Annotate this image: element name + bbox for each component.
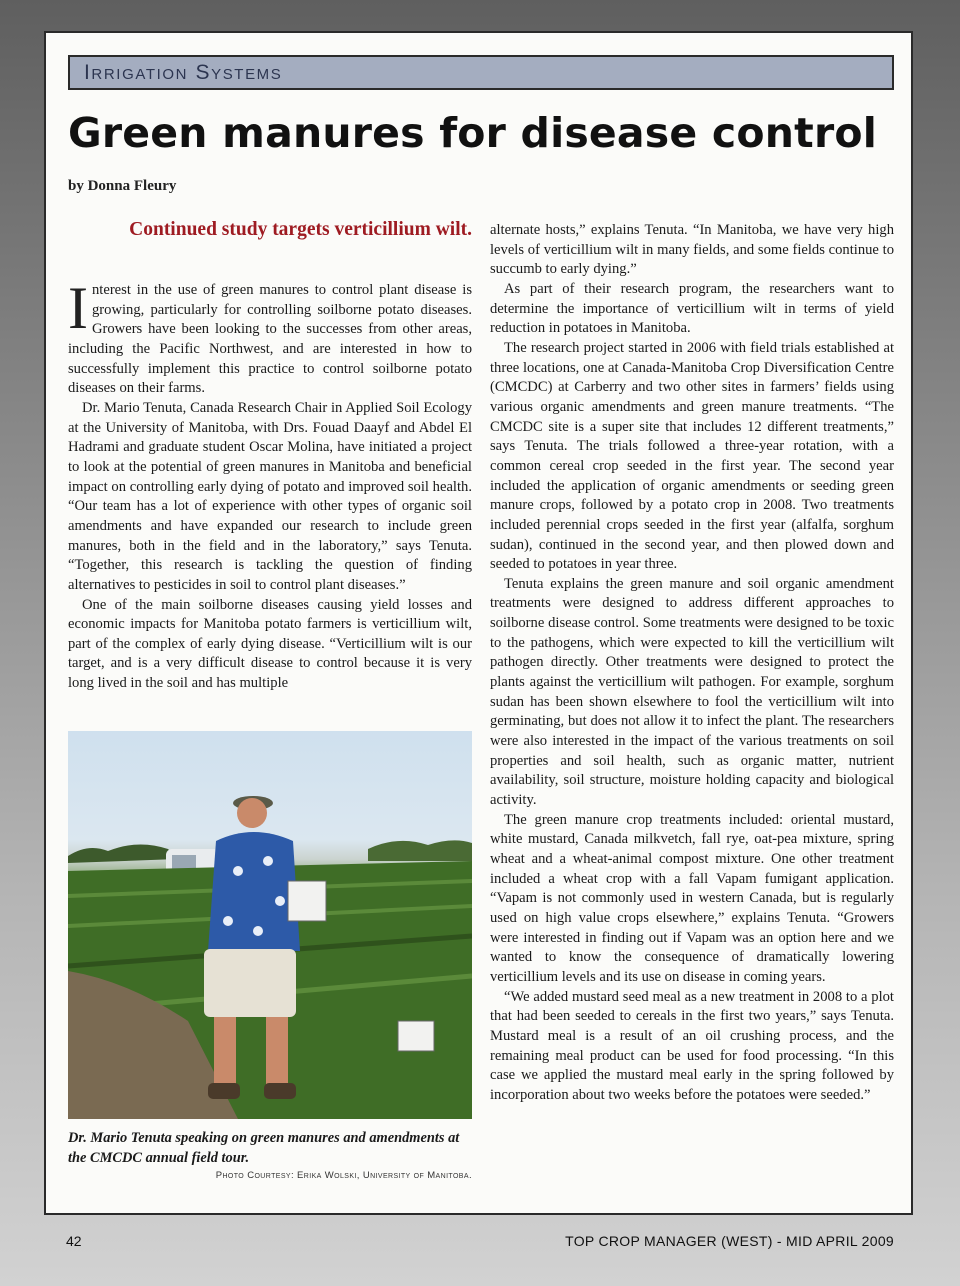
- paragraph: One of the main soilborne diseases causing yield losses and economic impacts for Manitoba potato farmers is verticillium wilt, part of the complex of early dying disease. “Verticillium wilt is our target, and is a very difficult disease to control because it is very long lived in the soil and has multiple: [68, 596, 472, 692]
- paragraph-text: nterest in the use of green manures to control plant disease is growing, particularly for controlling soilborne potato diseases. Growers have been looking to the successes from other areas, including the Pacific Northwest, and are interested in how to successfully implement this practice to control soilborne potato diseases on their farms.: [68, 282, 472, 397]
- paragraph: [68, 275, 472, 399]
- section-banner: [68, 55, 894, 90]
- magazine-page: [44, 31, 913, 1215]
- article-deck: Continued study targets verticillium wilt.: [129, 219, 472, 240]
- field-tour-photo: [68, 731, 472, 1119]
- photo-credit: Photo Courtesy: Erika Wolski, University of Manitoba.: [215, 1170, 472, 1181]
- drop-cap: I: [68, 275, 88, 341]
- paragraph: The research project started in 2006 with field trials established at three locations, one at Canada-Manitoba Crop Diversification Centre (CMCDC) at Carberry and two other sites in farmers’ fields using various organic amendments and green manure treatments. “The CMCDC site is a super site that includes 12 different treatments,” says Tenuta. The trials followed a three-year rotation, with a common cereal crop seeded in the first year. The second year included the application of organic amendments or seeding green manure crops, followed by a potato crop in 2008. Two treatments included perennial crops seeded in the first year (alfalfa, sorghum sudan), continued in the second year, and then plowed down and seeded to potatoes in year three.: [490, 339, 894, 573]
- paragraph: The green manure crop treatments included: oriental mustard, white mustard, Canada milkvetch, fall rye, oat-pea mixture, spring wheat and a wheat-animal compost mixture. One other treatment included a wheat crop with a fall Vapam fumigant application. “Vapam is not commonly used in western Canada, but is regularly used on high value crops elsewhere,” explains Tenuta. “Growers were interested in finding out if Vapam was an option here and we wanted to know the consequence of dramatically lowering verticillium levels and its use on disease in coming years.: [490, 811, 894, 985]
- paragraph: Dr. Mario Tenuta, Canada Research Chair in Applied Soil Ecology at the University of Manitoba, with Drs. Fouad Daayf and Abdel El Hadrami and graduate student Oscar Molina, have initiated a project to look at the potential of green manures in Manitoba and beneficial impact on controlling early dying of potato and improved soil health. “Our team has a lot of experience with other types of organic soil amendments and have expanded our research to include green manures, both in the field and in the laboratory,” says Tenuta. “Together, this research is tackling the question of finding alternatives to pesticides in soil to control plant diseases.”: [68, 399, 472, 593]
- article-headline: Green manures for disease control: [68, 109, 877, 157]
- paragraph: “We added mustard seed meal as a new treatment in 2008 to a plot that had been seeded to cereals in the first two years,” says Tenuta. Mustard meal is a result of an oil crushing process, and the remaining meal product can be used for food processing. “In this case we applied the mustard meal early in the spring followed by incorporation about two weeks before the potatoes were seeded.”: [490, 988, 894, 1103]
- article-byline: by Donna Fleury: [68, 178, 177, 194]
- paragraph: alternate hosts,” explains Tenuta. “In Manitoba, we have very high levels of verticillium wilt in many fields, and some fields continue to succumb to early dying.”: [490, 222, 894, 278]
- paragraph: As part of their research program, the researchers want to determine the importance of verticillium wilt in terms of yield reduction in potatoes in Manitoba.: [490, 280, 894, 337]
- paragraph: Tenuta explains the green manure and soil organic amendment treatments were designed to address different approaches to soilborne disease control. Some treatments were designed to be toxic to the pathogens, which were expected to kill the verticillium wilt pathogen directly. Other treatments were designed to protect the plants against the verticillium wilt pathogen. For example, sorghum sudan has been shown elsewhere to fool the verticillium wilt into germinating, but does not allow it to infect the plant. The researchers were also interested in the impact of the various treatments on soil properties and soil health, such as organic matter, nutrient availability, soil structure, moisture holding capacity and biological activity.: [490, 575, 894, 809]
- section-title: Irrigation Systems: [84, 61, 283, 84]
- page-number: 42: [66, 1233, 82, 1249]
- left-column: [68, 275, 472, 694]
- photo-caption: Dr. Mario Tenuta speaking on green manures and amendments at the CMCDC annual field tour.: [68, 1130, 460, 1166]
- magazine-footer: TOP CROP MANAGER (WEST) - MID APRIL 2009: [565, 1233, 894, 1249]
- right-column: [490, 221, 894, 1106]
